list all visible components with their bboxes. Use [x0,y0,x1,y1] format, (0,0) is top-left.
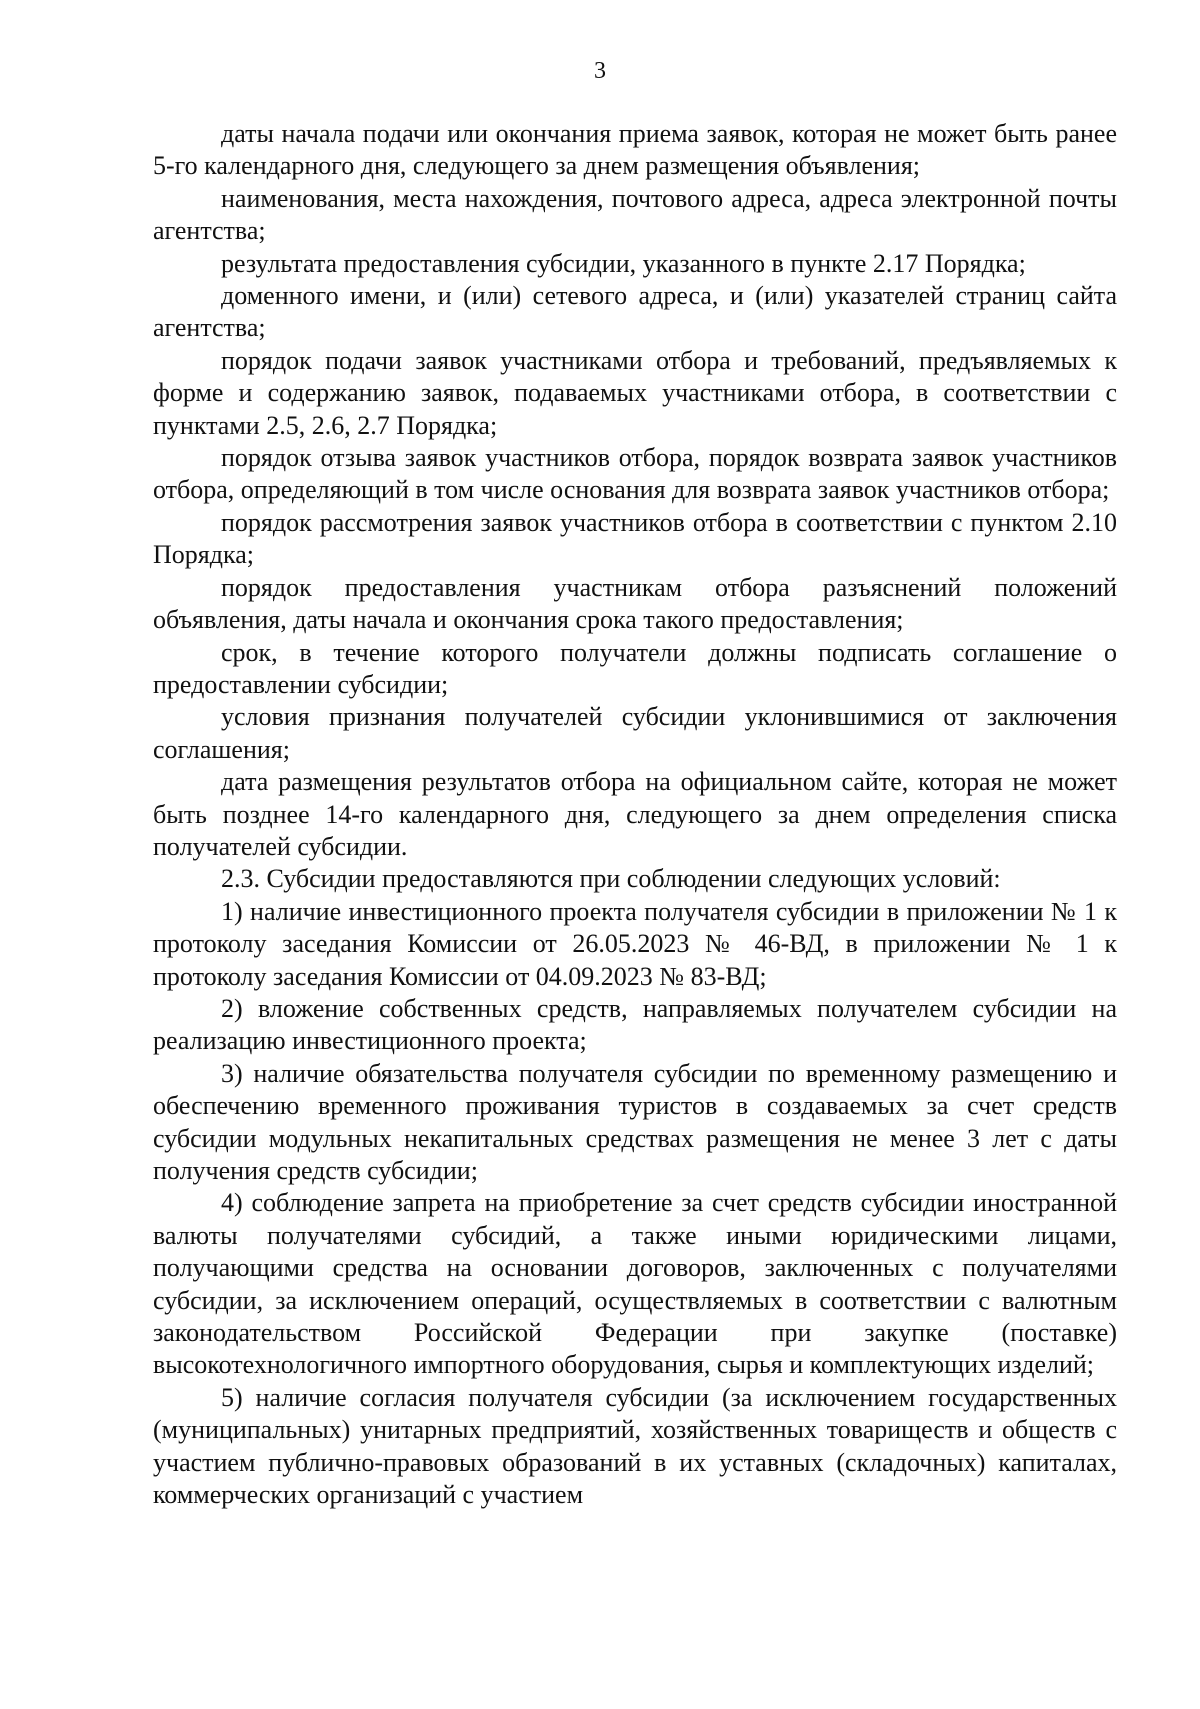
paragraph: даты начала подачи или окончания приема заявок, которая не может быть ранее 5-го календарного дня, следующего за днем размещения объявления; [153,119,1117,181]
list-item: 5) наличие согласия получателя субсидии (за исключением государственных (муниципальных) унитарных предприятий, хозяйственных товариществ и обществ с участием публично-правовых образований в их уставных (складочных) капиталах, коммерческих организаций с участием [153,1382,1117,1510]
section-heading: 2.3. Субсидии предоставляются при соблюдении следующих условий: [221,864,1001,894]
list-item: 2) вложение собственных средств, направляемых получателем субсидии на реализацию инвестиционного проекта; [153,993,1117,1056]
paragraph: порядок предоставления участникам отбора разъяснений положений объявления, даты начала и окончания срока такого предоставления; [153,572,1117,635]
list-item: 4) соблюдение запрета на приобретение за счет средств субсидии иностранной валюты получателями субсидий, а также иными юридическими лицами, получающими средства на основании договоров, заключенных с получателями субсидии, за исключением операций, осуществляемых в соответствии с валютным законодательством Российской Федерации при закупке (поставке) высокотехнологичного импортного оборудования, сырья и комплектующих изделий; [153,1188,1117,1380]
paragraph: срок, в течение которого получатели должны подписать соглашение о предоставлении субсидии; [153,637,1117,699]
paragraph: условия признания получателей субсидии уклонившимися от заключения соглашения; [153,702,1117,764]
paragraph: порядок подачи заявок участниками отбора и требований, предъявляемых к форме и содержанию заявок, подаваемых участниками отбора, в соответствии с пунктами 2.5, 2.6, 2.7 Порядка; [153,345,1117,440]
paragraph: дата размещения результатов отбора на официальном сайте, которая не может быть позднее 14-го календарного дня, следующего за днем определения списка получателей субсидии. [153,767,1117,861]
paragraph: наименования, места нахождения, почтового адреса, адреса электронной почты агентства; [153,183,1117,246]
paragraph: порядок рассмотрения заявок участников отбора в соответствии с пунктом 2.10 Порядка; [153,507,1117,570]
list-item: 1) наличие инвестиционного проекта получателя субсидии в приложении № 1 к протоколу заседания Комиссии от 26.05.2023 № 46-ВД, в приложении № 1 к протоколу заседания Комиссии от 04.09.2023 № 83-ВД; [153,896,1117,991]
paragraph: результата предоставления субсидии, указанного в пункте 2.17 Порядка; [221,248,1026,278]
paragraph: порядок отзыва заявок участников отбора, порядок возврата заявок участников отбора, определяющий в том числе основания для возврата заявок участников отбора; [153,443,1117,505]
page-number: 3 [594,58,606,84]
list-item: 3) наличие обязательства получателя субсидии по временному размещению и обеспечению временного проживания туристов в создаваемых за счет средств субсидии модульных некапитальных средствах размещения не менее 3 лет с даты получения средств субсидии; [153,1058,1117,1185]
document-body [153,118,1117,1511]
paragraph: доменного имени, и (или) сетевого адреса, и (или) указателей страниц сайта агентства; [153,281,1117,343]
